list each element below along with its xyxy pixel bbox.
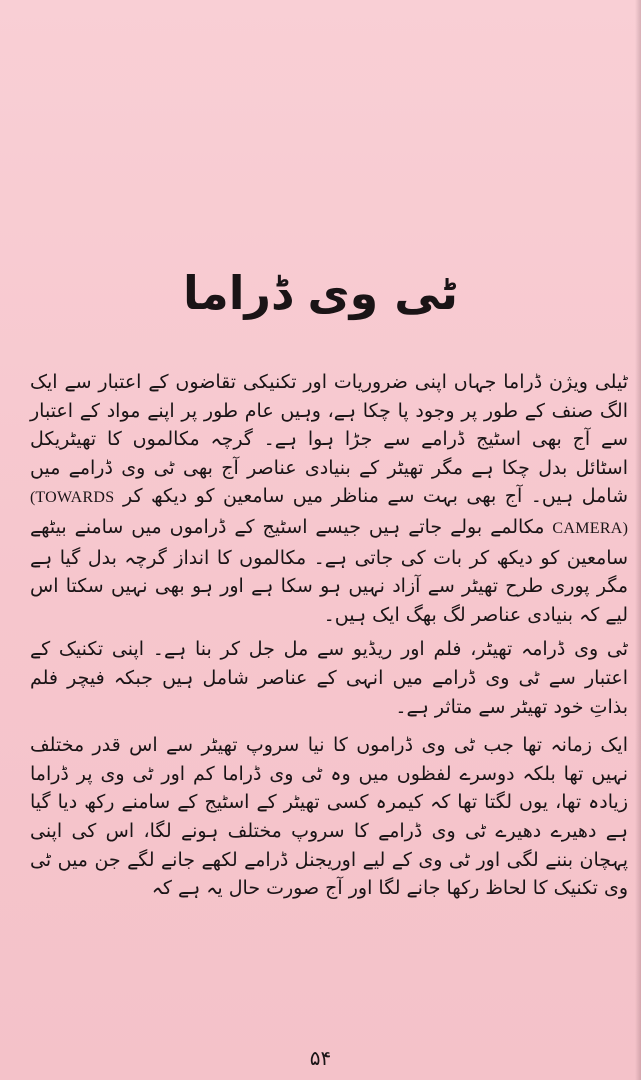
page-edge-shadow <box>635 0 641 1080</box>
paragraph-3-text: ایک زمانہ تھا جب ٹی وی ڈراموں کا نیا سروپ تھیٹر سے اس قدر مختلف نہیں تھا بلکہ دوسرے لفظوں میں وہ ٹی وی ڈراما کم اور ٹی وی پر ڈراما زیادہ تھا، یوں لگتا تھا کہ کیمرہ کسی تھیٹر کے اسٹیج کے سامنے رکھ دیا گیا ہے دھیرے دھیرے ٹی وی ڈرامے کا سروپ مختلف ہونے لگا، اس کی اپنی پہچان بننے لگی اور ٹی وی کے لیے اوریجنل ڈرامے لکھے جانے لگے جن میں ٹی وی تکنیک کا لحاظ رکھا جانے لگا اور آج صورت حال یہ ہے کہ <box>30 734 628 900</box>
page-number: ۵۴ <box>309 1046 332 1070</box>
paragraph-1-text-before: ٹیلی ویژن ڈراما جہاں اپنی ضروریات اور تکنیکی تقاضوں کے اعتبار سے ایک الگ صنف کے طور پر وجود پا چکا ہے، وہیں عام طور پر اپنے مواد کے اعتبار سے آج بھی اسٹیج ڈرامے سے جڑا ہوا ہے۔ گرچہ مکالموں کا تھیٹریکل اسٹائل بدل چکا ہے مگر تھیٹر کے بنیادی عناصر آج بھی ٹی وی ڈرامے میں شامل ہیں۔ آج بھی بہت سے مناظر میں سامعین کو دیکھ کر <box>30 371 629 508</box>
paragraph-3 <box>30 731 628 903</box>
english-term: (TOWARDS CAMERA) <box>30 489 628 537</box>
paragraph-1-text-after: مکالمے بولے جاتے ہیں جیسے اسٹیج کے ڈراموں میں سامنے بیٹھے سامعین کو دیکھ کر بات کی جاتی ہے۔ مکالموں کا انداز گرچہ بدل گیا ہے مگر پوری طرح تھیٹر سے آزاد نہیں ہو سکا ہے اور ہو بھی نہیں سکتا اس لیے کہ بنیادی عناصر لگ بھگ ایک ہیں۔ <box>30 515 628 626</box>
paragraph-1 <box>30 368 628 629</box>
paragraph-2-text: ٹی وی ڈرامہ تھیٹر، فلم اور ریڈیو سے مل جل کر بنا ہے۔ اپنی تکنیک کے اعتبار سے ٹی وی ڈرامے میں انہی کے عناصر شامل ہیں جبکہ فیچر فلم بذاتِ خود تھیٹر سے متاثر ہے۔ <box>30 638 628 718</box>
chapter-title: ٹی وی ڈراما <box>182 265 459 320</box>
body-text <box>30 368 628 903</box>
paragraph-2 <box>30 635 628 721</box>
